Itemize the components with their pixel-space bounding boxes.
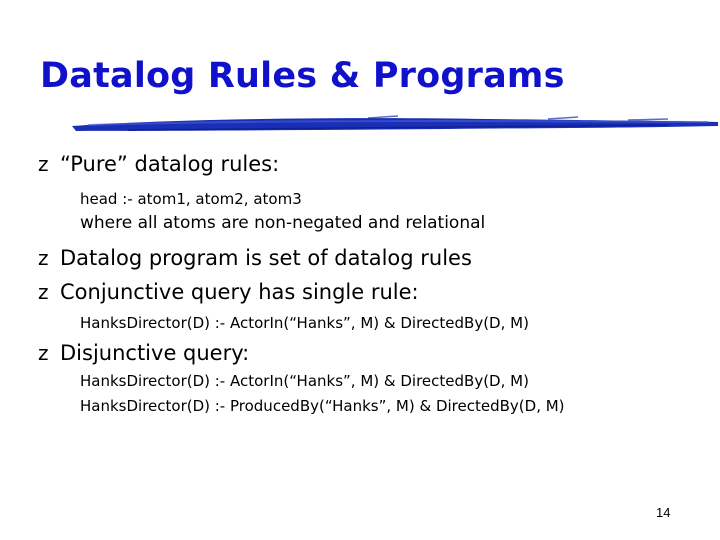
bullet-conjunctive-query [38,280,419,304]
bullet-text: Conjunctive query has single rule: [60,280,419,304]
bullet-pure-datalog-rules [38,152,279,176]
sub-item-disjunctive-rule-2: HanksDirector(D) :- ProducedBy(“Hanks”, M) & DirectedBy(D, M) [80,397,565,415]
sub-item-conjunctive-rule: HanksDirector(D) :- ActorIn(“Hanks”, M) & DirectedBy(D, M) [80,314,529,332]
bullet-icon: z [38,341,49,365]
bullet-icon: z [38,152,49,176]
bullet-icon: z [38,246,49,270]
bullet-text: Disjunctive query: [60,341,250,365]
sub-item-rule-form: head :- atom1, atom2, atom3 [80,190,302,208]
sub-item-atoms-note: where all atoms are non-negated and relational [80,213,486,233]
bullet-datalog-program [38,246,472,270]
sub-item-disjunctive-rule-1: HanksDirector(D) :- ActorIn(“Hanks”, M) & DirectedBy(D, M) [80,372,529,390]
page-number: 14 [656,505,671,520]
bullet-text: Datalog program is set of datalog rules [60,246,472,270]
slide-title: Datalog Rules & Programs [40,56,565,96]
bullet-disjunctive-query [38,341,249,365]
bullet-text: “Pure” datalog rules: [60,152,280,176]
bullet-icon: z [38,280,49,304]
title-underline-brushstroke [68,112,720,136]
